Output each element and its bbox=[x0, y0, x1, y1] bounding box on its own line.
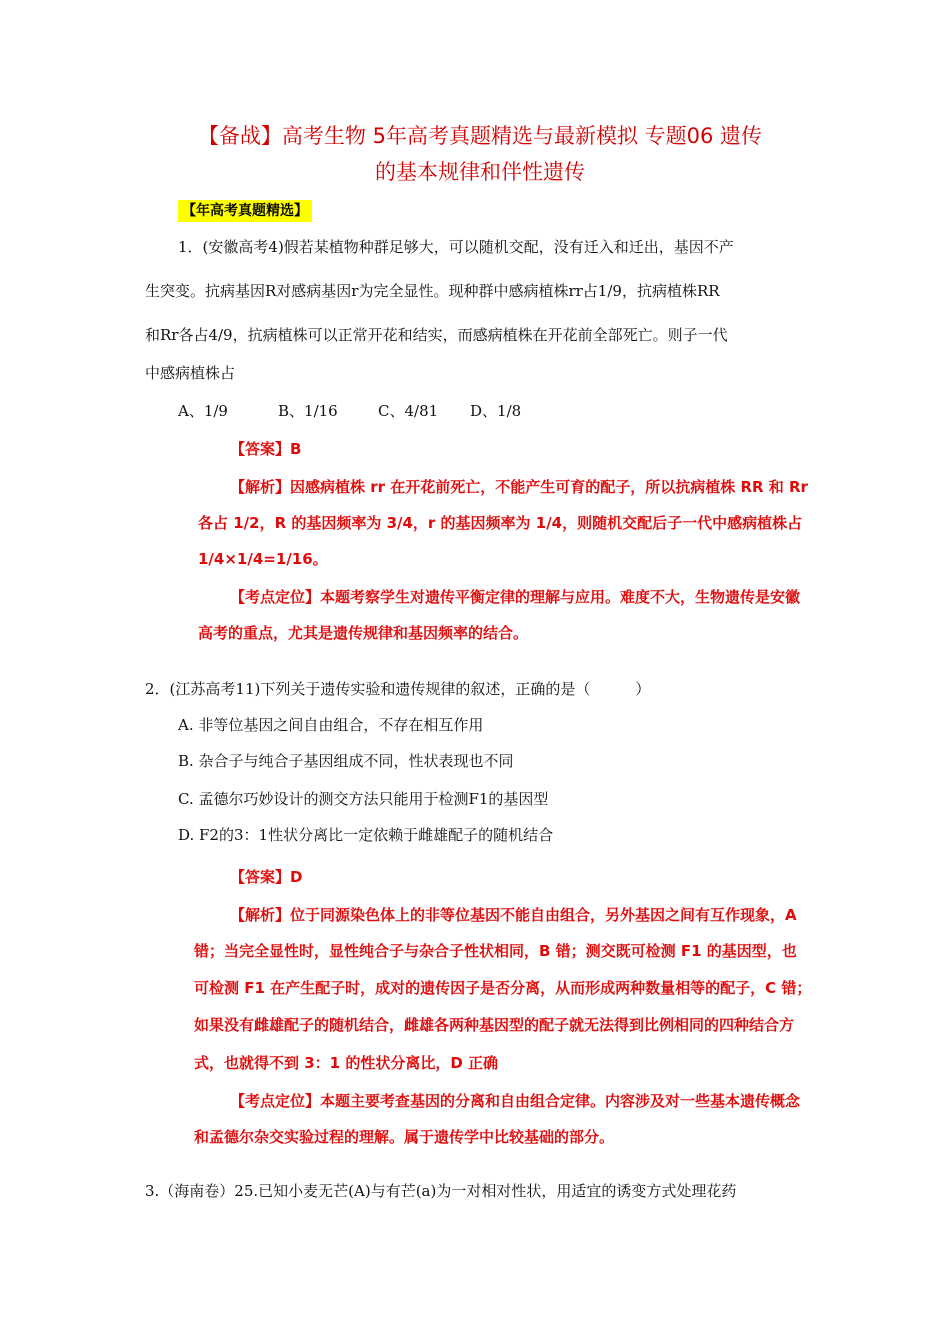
q1-analysis-line-1: 【解析】因感病植株 rr 在开花前死亡，不能产生可育的配子，所以抗病植株 RR 和 Rr bbox=[230, 478, 808, 496]
q1-option-a: A、1/9 bbox=[178, 402, 228, 420]
q2-point-line-2: 和孟德尔杂交实验过程的理解。属于遗传学中比较基础的部分。 bbox=[194, 1128, 615, 1146]
q2-point-line-1: 【考点定位】本题主要考查基因的分离和自由组合定律。内容涉及对一些基本遗传概念 bbox=[230, 1092, 801, 1110]
q2-analysis-line-2: 错；当完全显性时，显性纯合子与杂合子性状相同，B 错；测交既可检测 F1 的基因型，也 bbox=[194, 942, 797, 960]
q1-line-1: 1．(安徽高考4)假若某植物种群足够大，可以随机交配，没有迁入和迁出，基因不产 bbox=[178, 238, 734, 256]
q1-line-3: 和Rr各占4/9，抗病植株可以正常开花和结实，而感病植株在开花前全部死亡。则子一代 bbox=[145, 326, 728, 344]
q2-option-a: A. 非等位基因之间自由组合，不存在相互作用 bbox=[178, 716, 484, 734]
q2-option-b: B. 杂合子与纯合子基因组成不同，性状表现也不同 bbox=[178, 752, 514, 770]
document-title-line1: 【备战】高考生物 5年高考真题精选与最新模拟 专题06 遗传 bbox=[197, 124, 763, 148]
q1-point-line-1: 【考点定位】本题考察学生对遗传平衡定律的理解与应用。难度不大，生物遗传是安徽 bbox=[230, 588, 801, 606]
q1-option-d: D、1/8 bbox=[470, 402, 522, 420]
q2-analysis-line-4: 如果没有雌雄配子的随机结合，雌雄各两种基因型的配子就无法得到比例相同的四种结合方 bbox=[194, 1016, 795, 1034]
q1-point-line-2: 高考的重点，尤其是遗传规律和基因频率的结合。 bbox=[198, 624, 529, 642]
q3-stem: 3.（海南卷）25.已知小麦无芒(A)与有芒(a)为一对相对性状，用适宜的诱变方式处理花药 bbox=[145, 1182, 737, 1200]
q2-analysis-line-5: 式，也就得不到 3：1 的性状分离比，D 正确 bbox=[194, 1054, 498, 1072]
q1-line-4: 中感病植株占 bbox=[145, 364, 236, 382]
q1-line-2: 生突变。抗病基因R对感病基因r为完全显性。现种群中感病植株rr占1/9，抗病植株RR bbox=[145, 282, 720, 300]
q1-option-c: C、4/81 bbox=[378, 402, 439, 420]
q2-analysis-line-3: 可检测 F1 在产生配子时，成对的遗传因子是否分离，从而形成两种数量相等的配子，C 错； bbox=[194, 979, 812, 997]
q1-analysis-line-2: 各占 1/2，R 的基因频率为 3/4，r 的基因频率为 1/4，则随机交配后子一代中感病植株占 bbox=[198, 514, 803, 532]
q2-analysis-line-1: 【解析】位于同源染色体上的非等位基因不能自由组合，另外基因之间有互作现象，A bbox=[230, 906, 797, 924]
section-label: 【年高考真题精选】 bbox=[178, 200, 312, 222]
q2-stem: 2．(江苏高考11)下列关于遗传实验和遗传规律的叙述，正确的是（ ） bbox=[145, 680, 651, 698]
q2-option-c: C. 孟德尔巧妙设计的测交方法只能用于检测F1的基因型 bbox=[178, 790, 549, 808]
document-title-line2: 的基本规律和伴性遗传 bbox=[375, 160, 585, 184]
q1-analysis-line-3: 1/4×1/4=1/16。 bbox=[198, 550, 328, 568]
q1-option-b: B、1/16 bbox=[278, 402, 338, 420]
q2-option-d: D. F2的3：1性状分离比一定依赖于雌雄配子的随机结合 bbox=[178, 826, 554, 844]
q1-answer: 【答案】B bbox=[230, 440, 302, 458]
q2-answer: 【答案】D bbox=[230, 868, 303, 886]
